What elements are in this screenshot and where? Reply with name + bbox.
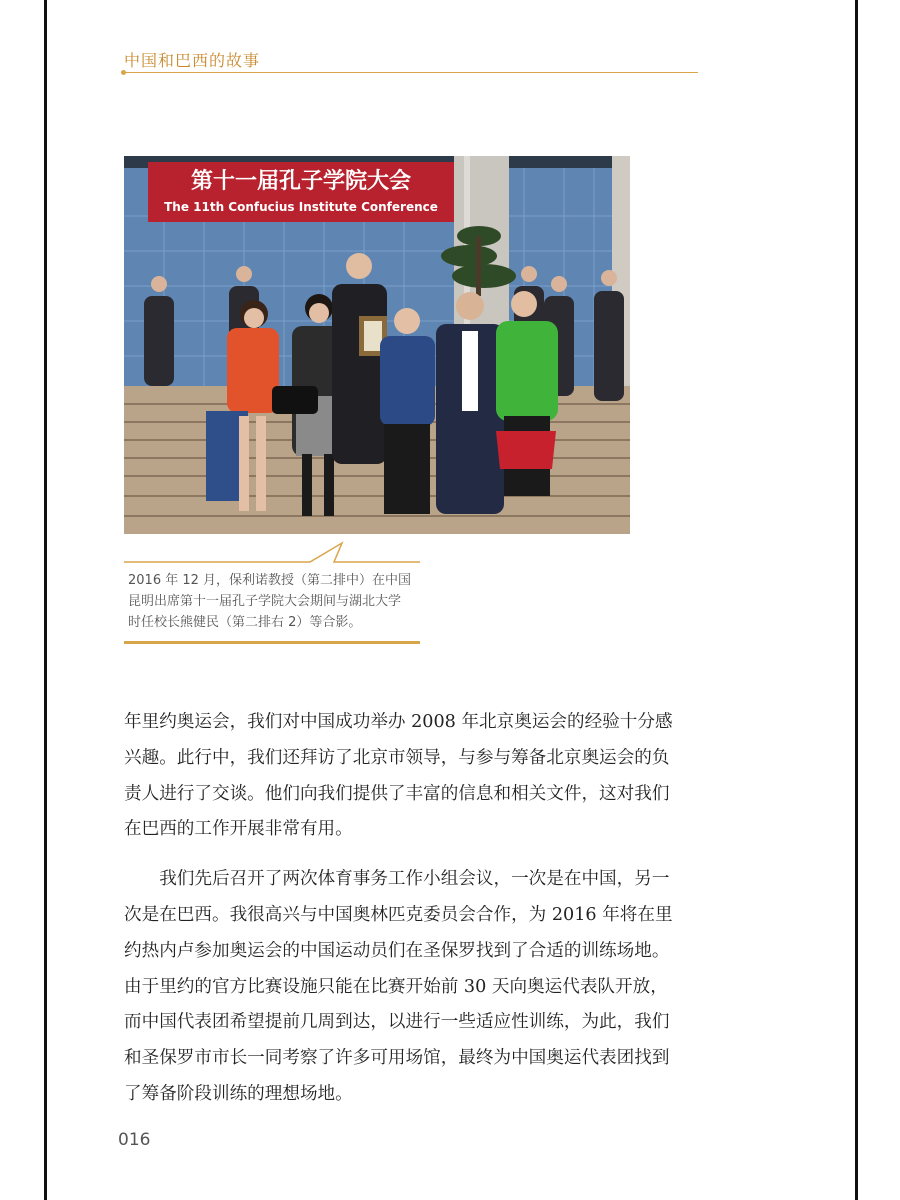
paragraph-1 [124, 705, 698, 848]
paragraph-2 [124, 862, 698, 1113]
caption-line: 昆明出席第十一届孔子学院大会期间与湖北大学 [128, 594, 402, 609]
running-head-rule [124, 72, 698, 73]
photo-caption [124, 540, 420, 646]
text-line: 由于里约的官方比赛设施只能在比赛开始前 30 天向奥运代表队开放， [124, 976, 668, 997]
text-line: 年里约奥运会，我们对中国成功举办 2008 年北京奥运会的经验十分感 [124, 712, 673, 732]
text-line: 我们先后召开了两次体育事务工作小组会议，一次是在中国，另一 [124, 869, 670, 890]
banner-title-zh: 第十一届孔子学院大会 [190, 169, 412, 194]
text-line: 次是在巴西。我很高兴与中国奥林匹克委员会合作，为 2016 年将在里 [124, 904, 673, 925]
body-text [124, 705, 698, 1113]
text-line: 兴趣。此行中，我们还拜访了北京市领导，与参与筹备北京奥运会的负 [124, 747, 670, 768]
text-line: 责人进行了交谈。他们向我们提供了丰富的信息和相关文件，这对我们 [124, 783, 670, 804]
text-line: 约热内卢参加奥运会的中国运动员们在圣保罗找到了合适的训练场地。 [124, 940, 670, 961]
text-line: 了筹备阶段训练的理想场地。 [124, 1083, 353, 1104]
text-line: 和圣保罗市市长一同考察了许多可用场馆，最终为中国奥运代表团找到 [124, 1048, 670, 1069]
text-line: 在巴西的工作开展非常有用。 [124, 819, 353, 840]
page-number: 016 [118, 1130, 151, 1150]
page-edge-left [44, 0, 47, 1200]
banner-title-en: The 11th Confucius Institute Conference [164, 200, 438, 214]
conference-photo [124, 156, 630, 534]
page-edge-right [855, 0, 858, 1200]
running-head: 中国和巴西的故事 [124, 51, 261, 70]
caption-text [128, 570, 420, 633]
caption-line: 时任校长熊健民（第二排右 2）等合影。 [128, 615, 362, 630]
caption-line: 2016 年 12 月，保利诺教授（第二排中）在中国 [128, 573, 412, 588]
text-line: 而中国代表团希望提前几周到达，以进行一些适应性训练，为此，我们 [124, 1012, 670, 1033]
